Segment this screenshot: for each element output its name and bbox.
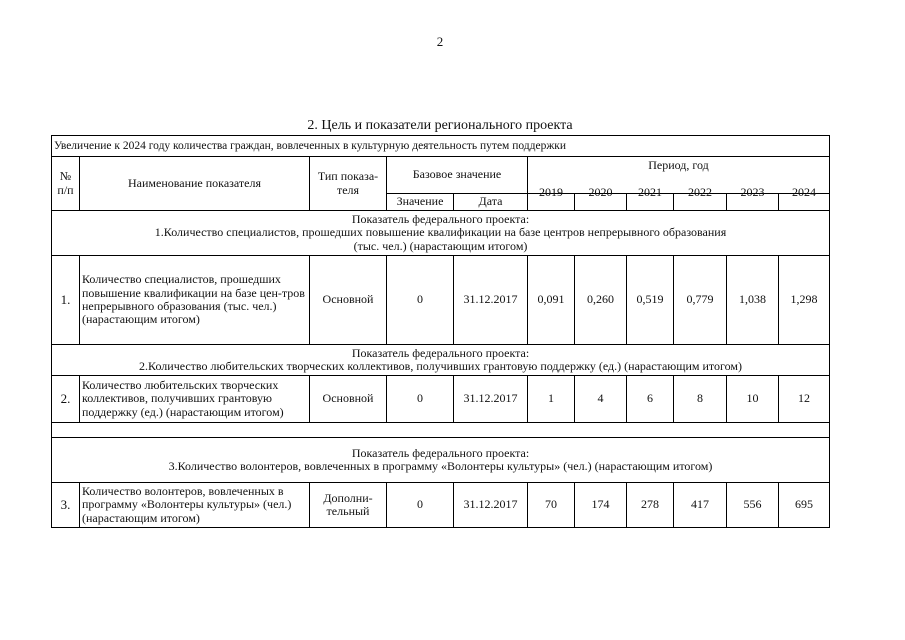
header-type: Тип показа-теля <box>310 157 387 211</box>
row-num: 2. <box>52 376 80 423</box>
row-name: Количество любительских творческих коллективов, получивших грантовую поддержку (ед.) (нарастающим итогом) <box>80 376 310 423</box>
header-num: № п/п <box>52 157 80 211</box>
header-year: 2024 <box>779 185 830 202</box>
header-date: Дата <box>454 194 528 211</box>
header-period: Период, год <box>528 157 830 194</box>
indicators-table <box>51 135 830 528</box>
row-value: 1 <box>528 376 575 423</box>
row-value: 417 <box>674 483 727 528</box>
row-num: 3. <box>52 483 80 528</box>
row-name: Количество специалистов, прошедших повышение квалификации на базе цен-тров непрерывного образования (тыс. чел.) (нарастающим итогом) <box>80 256 310 345</box>
header-year: 2022 <box>674 185 727 202</box>
row-value: 6 <box>627 376 674 423</box>
row-type: Основной <box>310 376 387 423</box>
row-base-date: 31.12.2017 <box>454 256 528 345</box>
table-row <box>52 376 830 423</box>
header-base: Базовое значение <box>387 157 528 194</box>
federal-indicator-heading: Показатель федерального проекта: 1.Количество специалистов, прошедших повышение квалификации на базе центров непрерывного образования (тыс. чел.) (нарастающим итогом) <box>52 211 830 256</box>
row-type: Дополни-тельный <box>310 483 387 528</box>
row-type: Основной <box>310 256 387 345</box>
row-value: 10 <box>727 376 779 423</box>
row-base-value: 0 <box>387 483 454 528</box>
row-value: 8 <box>674 376 727 423</box>
row-value: 695 <box>779 483 830 528</box>
header-year: 2020 <box>575 185 627 202</box>
section-title: 2. Цель и показатели регионального проекта <box>307 118 573 133</box>
row-value: 278 <box>627 483 674 528</box>
row-value: 556 <box>727 483 779 528</box>
page-number: 2 <box>436 34 444 49</box>
row-base-date: 31.12.2017 <box>454 483 528 528</box>
header-year: 2021 <box>627 185 674 202</box>
row-value: 0,519 <box>627 256 674 345</box>
row-name: Количество волонтеров, вовлеченных в программу «Волонтеры культуры» (чел.) (нарастающим итогом) <box>80 483 310 528</box>
row-value: 0,779 <box>674 256 727 345</box>
row-value: 0,260 <box>575 256 627 345</box>
header-name: Наименование показателя <box>80 157 310 211</box>
header-value: Значение <box>387 194 454 211</box>
row-base-date: 31.12.2017 <box>454 376 528 423</box>
row-value: 0,091 <box>528 256 575 345</box>
table-row <box>52 483 830 528</box>
row-value: 174 <box>575 483 627 528</box>
header-year: 2019 <box>528 185 575 202</box>
header-year: 2023 <box>727 185 779 202</box>
federal-indicator-heading: Показатель федерального проекта: 3.Количество волонтеров, вовлеченных в программу «Волонтеры культуры» (чел.) (нарастающим итогом) <box>52 438 830 483</box>
row-base-value: 0 <box>387 376 454 423</box>
row-value: 70 <box>528 483 575 528</box>
row-value: 4 <box>575 376 627 423</box>
spacer-row <box>52 423 830 438</box>
row-base-value: 0 <box>387 256 454 345</box>
table-row <box>52 256 830 345</box>
row-num: 1. <box>52 256 80 345</box>
row-value: 1,298 <box>779 256 830 345</box>
federal-indicator-heading: Показатель федерального проекта: 2.Количество любительских творческих коллективов, получивших грантовую поддержку (ед.) (нарастающим итогом) <box>52 345 830 376</box>
goal-title: Увеличение к 2024 году количества граждан, вовлеченных в культурную деятельность путем поддержки <box>52 136 830 157</box>
row-value: 12 <box>779 376 830 423</box>
row-value: 1,038 <box>727 256 779 345</box>
